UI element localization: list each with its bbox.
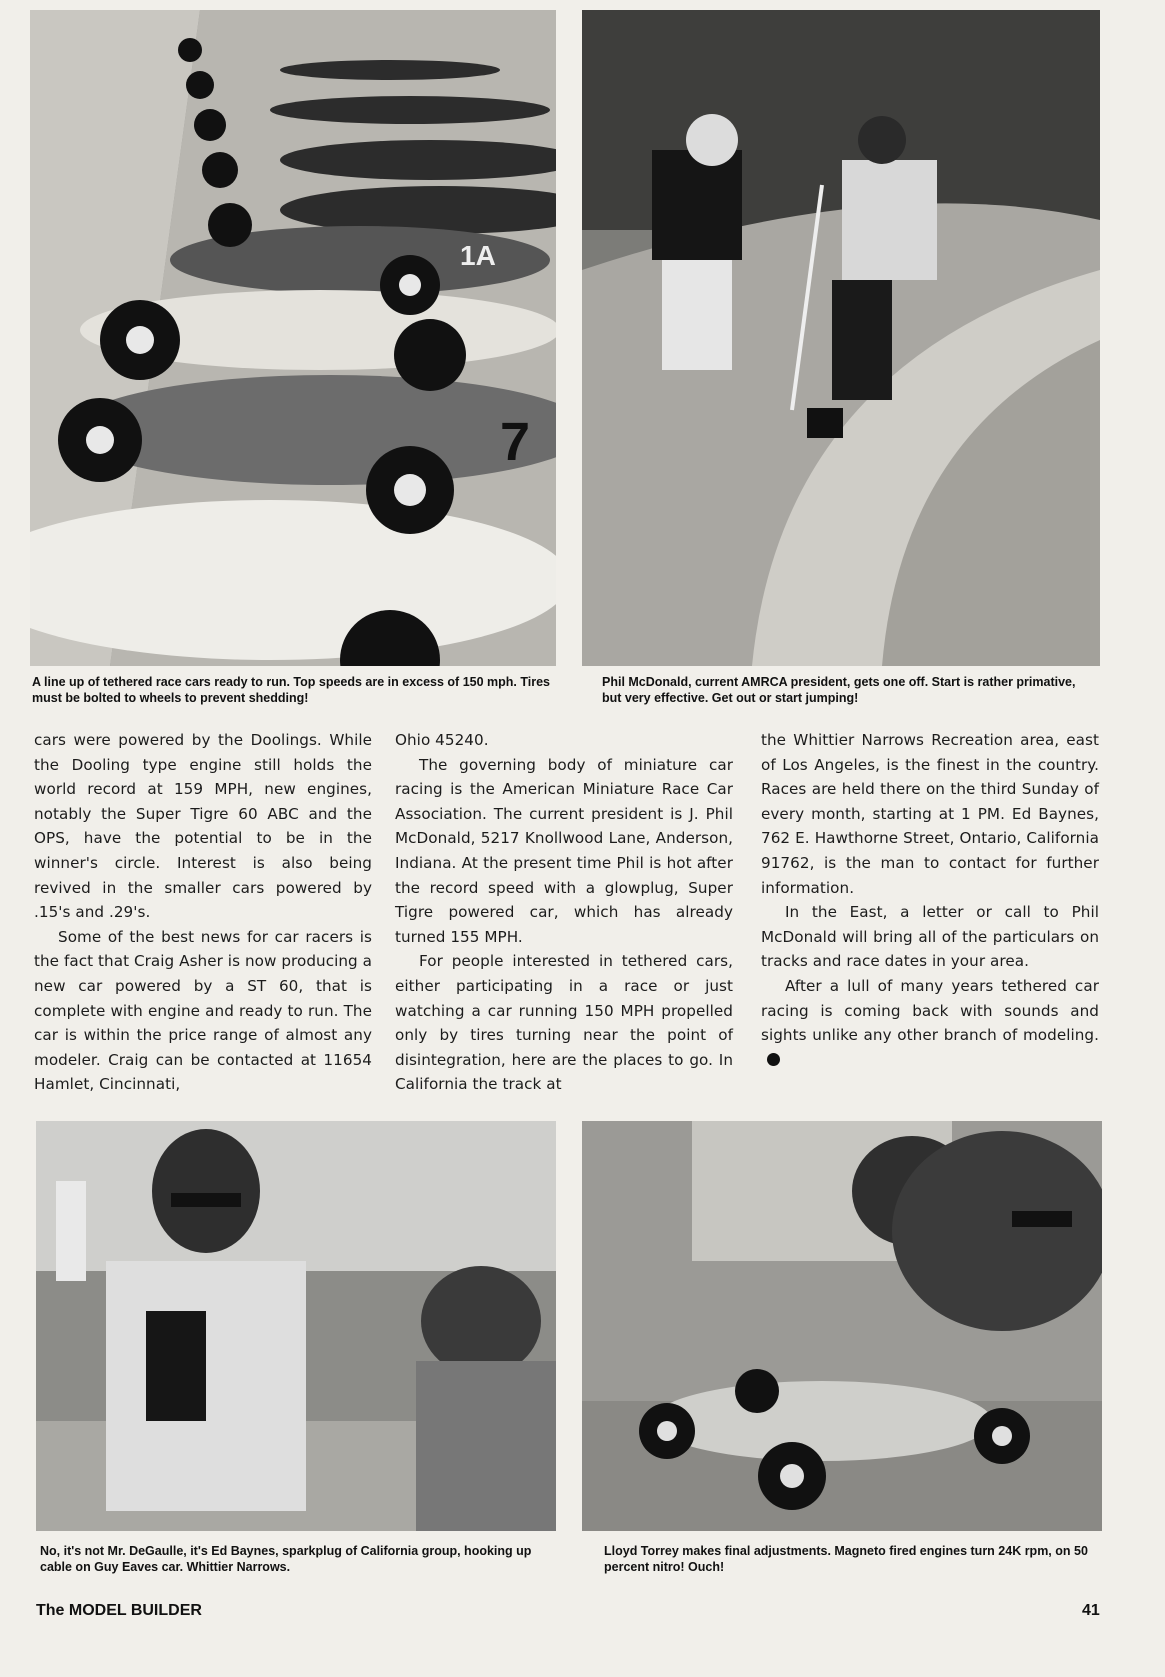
caption-top-left: A line up of tethered race cars ready to run. Top speeds are in excess of 150 mph. Tires must be bolted to wheels to prevent shedding! — [32, 675, 551, 705]
paragraph-with-end-mark — [761, 974, 1099, 1072]
end-of-article-bullet-icon — [767, 1053, 780, 1066]
lloyd-torrey-photo — [582, 1121, 1102, 1531]
svg-text:7: 7 — [500, 412, 531, 472]
paragraph: cars were powered by the Doolings. While the Dooling type engine still holds the world record at 159 MPH, new engines, notably the Super Tigre 60 ABC and the OPS, have the potential to be in the winner's circle. Interest is also being revived in the smaller cars powered by .15's and .29's. — [34, 731, 372, 922]
paragraph: In the East, a letter or call to Phil McDonald will bring all of the particulars on tracks and race dates in your area. — [761, 903, 1099, 971]
magazine-title: The MODEL BUILDER — [36, 1602, 202, 1619]
caption-bottom-right: Lloyd Torrey makes final adjustments. Magneto fired engines turn 24K rpm, on 50 percent nitro! Ouch! — [604, 1544, 1088, 1574]
ed-baynes-photo — [36, 1121, 556, 1531]
caption-bottom-left: No, it's not Mr. DeGaulle, it's Ed Baynes, sparkplug of California group, hooking up cable on Guy Eaves car. Whittier Narrows. — [40, 1544, 532, 1574]
paragraph: For people interested in tethered cars, either participating in a race or just watching a car running 150 MPH propelled only by tires turning near the point of disintegration, here are the places to go. In California the track at — [395, 952, 733, 1094]
paragraph: the Whittier Narrows Recreation area, east of Los Angeles, is the finest in the country. Races are held there on the third Sunday of every month, starting at 1 PM. Ed Baynes, 762 E. Hawthorne Street, Ontario, California 91762, is the man to contact for further information. — [761, 731, 1099, 897]
caption-top-right: Phil McDonald, current AMRCA president, gets one off. Start is rather primative, but very effective. Get out or start jumping! — [602, 675, 1076, 705]
article-column-3 — [761, 728, 1099, 1072]
paragraph: The governing body of miniature car racing is the American Miniature Race Car Association. The current president is J. Phil McDonald, 5217 Knollwood Lane, Anderson, Indiana. At the present time Phil is hot after the record speed with a glowplug, Super Tigre powered car, which has already turned 155 MPH. — [395, 755, 733, 946]
article-column-2 — [395, 728, 733, 1097]
tethered-cars-lineup-photo — [30, 10, 556, 666]
svg-text:1A: 1A — [460, 240, 496, 271]
page-number: 41 — [1082, 1602, 1100, 1619]
start-photo — [582, 10, 1100, 666]
paragraph: Ohio 45240. — [395, 731, 489, 749]
paragraph: Some of the best news for car racers is the fact that Craig Asher is now producing a new car powered by a ST 60, that is complete with engine and ready to run. The car is within the price range of almost any modeler. Craig can be contacted at 11654 Hamlet, Cincinnati, — [34, 927, 372, 1094]
article-column-1 — [34, 728, 372, 1097]
paragraph: After a lull of many years tethered car racing is coming back with sounds and sights unlike any other branch of modeling. — [761, 976, 1099, 1045]
